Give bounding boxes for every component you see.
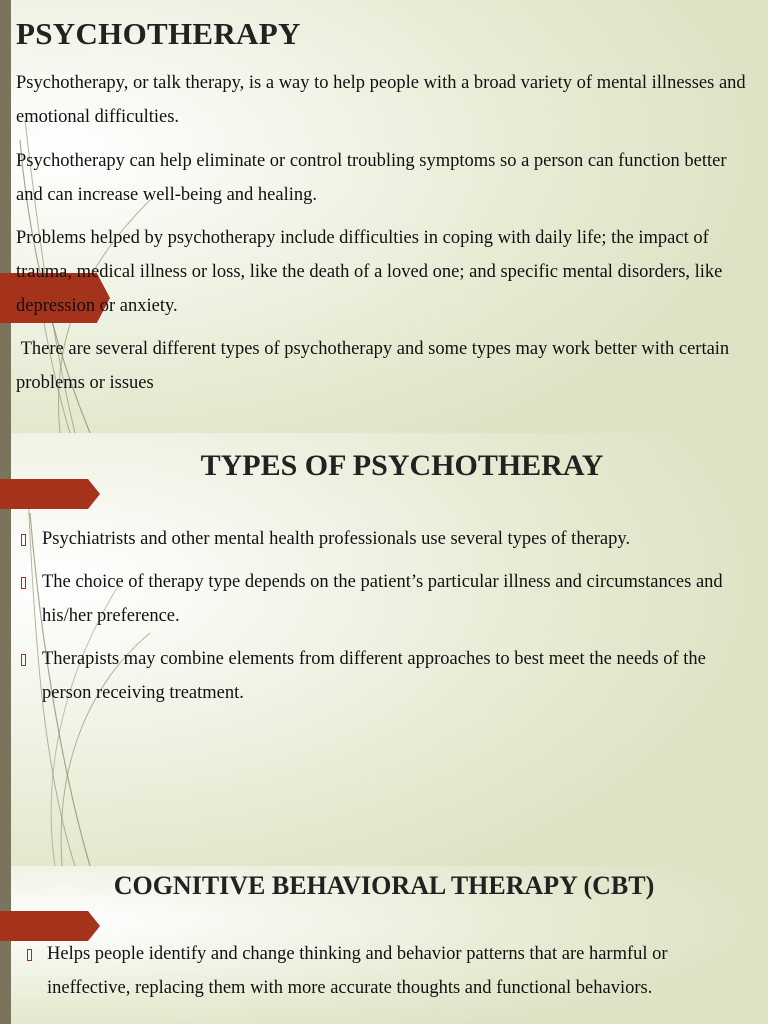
- square-bullet-icon: [27, 949, 32, 961]
- list-item: [42, 565, 752, 633]
- list-item-text: Psychiatrists and other mental health professionals use several types of therapy.: [42, 529, 631, 549]
- slide-title: TYPES OF PSYCHOTHERAY: [200, 449, 604, 482]
- list-item: [47, 937, 747, 1005]
- bullet-list: [42, 522, 752, 719]
- slide-title: PSYCHOTHERAPY: [16, 16, 301, 51]
- square-bullet-icon: [21, 534, 26, 546]
- paragraph-2: Psychotherapy can help eliminate or control troubling symptoms so a person can function better and can increase well-being and healing.: [16, 151, 727, 205]
- slide-side-bar: [0, 0, 11, 433]
- square-bullet-icon: [21, 654, 26, 666]
- slide-psychotherapy: [0, 0, 768, 433]
- slide-cbt: [0, 866, 768, 1024]
- paragraph-1: Psychotherapy, or talk therapy, is a way to help people with a broad variety of mental illnesses and emotional difficulties.: [16, 73, 746, 127]
- slide-title: COGNITIVE BEHAVIORAL THERAPY (CBT): [113, 871, 655, 900]
- bullet-list: [47, 937, 747, 1014]
- arrow-tab-icon: [0, 479, 100, 509]
- paragraph-3: Problems helped by psychotherapy include difficulties in coping with daily life; the impact of trauma, medical illness or loss, like the death of a loved one; and specific mental disorders, like depression or anxiety.: [16, 228, 723, 316]
- list-item-text: The choice of therapy type depends on the patient’s particular illness and circumstances and his/her preference.: [42, 572, 723, 626]
- list-item: [42, 642, 752, 710]
- list-item: [42, 522, 752, 556]
- slide-types-of-psychotherapy: [0, 433, 768, 866]
- list-item-text: Helps people identify and change thinking and behavior patterns that are harmful or ineffective, replacing them with more accurate thoughts and functional behaviors.: [47, 944, 668, 998]
- paragraph-4: There are several different types of psychotherapy and some types may work better with certain problems or issues: [16, 339, 734, 393]
- list-item-text: Therapists may combine elements from different approaches to best meet the needs of the person receiving treatment.: [42, 649, 706, 703]
- square-bullet-icon: [21, 577, 26, 589]
